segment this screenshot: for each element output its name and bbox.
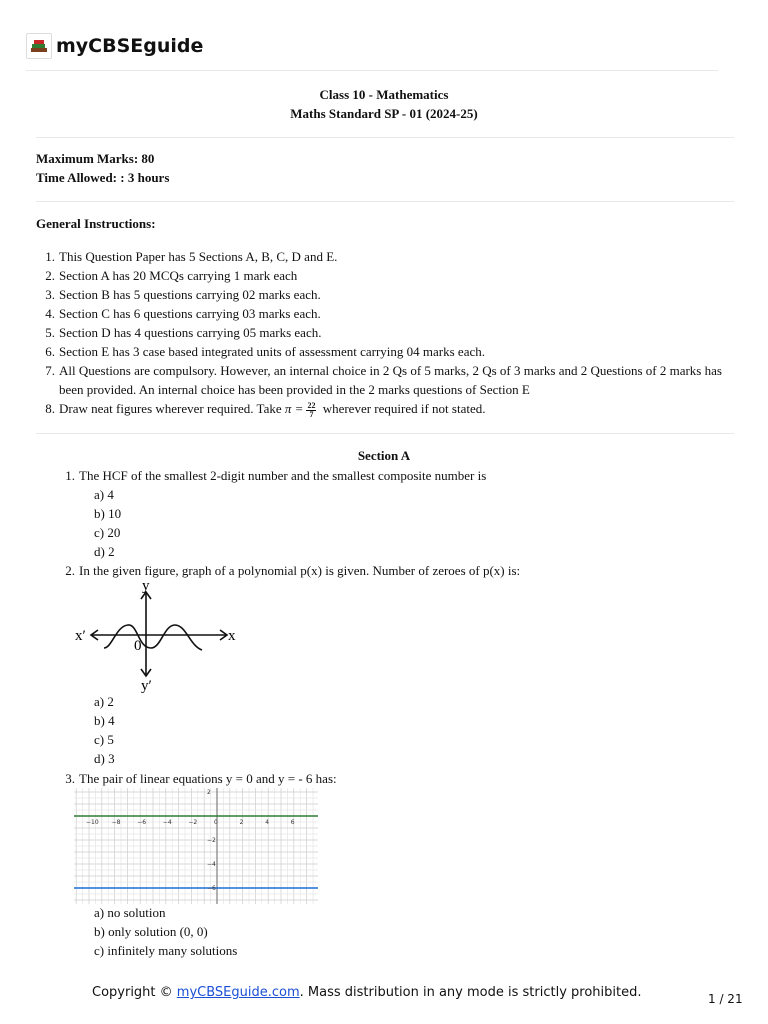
site-header — [26, 33, 203, 59]
linear-equations-graph — [74, 788, 318, 904]
paper-title: Maths Standard SP - 01 (2024-25) — [290, 106, 478, 121]
svg-text:y: y — [142, 578, 150, 594]
polynomial-graph-figure — [72, 578, 244, 694]
section-a-heading: Section A — [357, 448, 411, 463]
x-tick-label: −2 — [188, 819, 198, 826]
divider — [36, 137, 734, 138]
divider — [36, 201, 734, 202]
question-3: 3. The pair of linear equations y = 0 and y = - 6 has: — [65, 771, 337, 786]
x-tick-label: −6 — [137, 819, 147, 826]
list-item: 8. Draw neat figures wherever required. Take π = $\frac{22}{7}$ wherever required if not stated. — [45, 400, 486, 419]
instructions-list — [36, 247, 732, 419]
list-item: 1. This Question Paper has 5 Sections A, B, C, D and E. — [45, 249, 338, 264]
time-allowed: Time Allowed: : 3 hours — [36, 170, 170, 185]
page-number: 1 / 21 — [708, 992, 743, 1006]
divider — [26, 70, 718, 71]
option-a: a) 4 — [94, 487, 114, 502]
option-c: c) 5 — [94, 732, 114, 747]
fraction-22-7: $\frac{22}{7}$ — [307, 400, 316, 419]
option-a: a) no solution — [94, 905, 166, 920]
list-item: 6. Section E has 3 case based integrated units of assessment carrying 04 marks each. — [45, 344, 485, 359]
option-b: b) only solution (0, 0) — [94, 924, 208, 939]
question-1: 1. The HCF of the smallest 2-digit number and the smallest composite number is — [65, 468, 487, 483]
divider — [36, 433, 734, 434]
x-tick-label: −8 — [111, 819, 121, 826]
paper-class: Class 10 - Mathematics — [319, 87, 449, 102]
y-tick-label: −2 — [207, 837, 216, 844]
list-item: 2. Section A has 20 MCQs carrying 1 mark each — [45, 268, 298, 283]
y-tick-label: −4 — [207, 861, 216, 868]
option-d: d) 2 — [94, 544, 115, 559]
svg-text:x′: x′ — [75, 628, 86, 644]
y-tick-label: −6 — [207, 885, 216, 892]
option-b: b) 4 — [94, 713, 115, 728]
x-tick-label: 6 — [290, 819, 295, 826]
footer-link[interactable]: myCBSEguide.com — [176, 985, 300, 1000]
list-item: 7. All Questions are compulsory. However, an internal choice in 2 Qs of 5 marks, 2 Qs of 3 marks and 2 Questions of 2 marks has been provided. An internal choice has been provided in the 2 marks questions of Section E — [45, 363, 722, 397]
svg-text:y′: y′ — [141, 678, 152, 694]
list-item: 4. Section C has 6 questions carrying 03 marks each. — [45, 306, 321, 321]
option-b: b) 10 — [94, 506, 122, 521]
svg-text:x: x — [228, 628, 236, 644]
x-tick-label: 4 — [265, 819, 270, 826]
y-tick-label: 2 — [207, 789, 211, 796]
option-d: d) 3 — [94, 751, 115, 766]
question-2: 2. In the given figure, graph of a polynomial p(x) is given. Number of zeroes of p(x) is: — [65, 563, 521, 578]
max-marks: Maximum Marks: 80 — [36, 151, 155, 166]
x-tick-label: 2 — [239, 819, 244, 826]
x-tick-label: 0 — [214, 819, 218, 826]
logo[interactable] — [26, 33, 52, 59]
instructions-heading: General Instructions: — [36, 216, 156, 231]
svg-text:0: 0 — [134, 638, 142, 654]
x-tick-label: −4 — [162, 819, 172, 826]
list-item: 3. Section B has 5 questions carrying 02 marks each. — [45, 287, 321, 302]
x-tick-label: −10 — [86, 819, 99, 826]
books-stack-icon — [30, 39, 48, 53]
copyright-footer: Copyright © myCBSEguide.com. Mass distribution in any mode is strictly prohibited. — [92, 985, 642, 1000]
option-c: c) 20 — [94, 525, 121, 540]
brand-name[interactable]: myCBSEguide — [56, 35, 204, 57]
list-item: 5. Section D has 4 questions carrying 05 marks each. — [45, 325, 322, 340]
option-a: a) 2 — [94, 694, 114, 709]
option-c: c) infinitely many solutions — [94, 943, 238, 958]
